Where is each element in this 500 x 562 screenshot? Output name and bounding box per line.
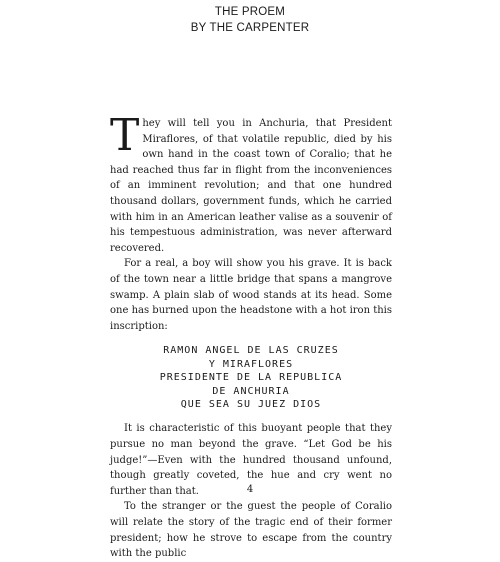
paragraph-1-text: hey will tell you in Anchuria, that President Miraflores, of that volatile republic, died by his own hand in the coast town of Coralio; that he had reached thus far in flight from the inconveniences of an imminent revolution; and that one hundred thousand dollars, government funds, which he carried with him in an American leather valise as a souvenir of his tempestuous administration, was never afterward recovered.	[110, 118, 392, 254]
inscription-line-4: DE ANCHURIA	[212, 385, 290, 397]
paragraph-3: It is characteristic of this buoyant people that they pursue no man beyond the grave. “Let God be his judge!”—Even with the hundred thousand unfound, though greatly coveted, the hue and cry went no further than that.	[110, 423, 392, 497]
inscription-line-2: Y MIRAFLORES	[208, 358, 294, 370]
inscription-line-3: PRESIDENTE DE LA REPUBLICA	[159, 372, 343, 384]
chapter-subtitle: BY THE CARPENTER	[190, 22, 310, 34]
paragraph-2: For a real, a boy will show you his grave. It is back of the town near a little bridge that spans a mangrove swamp. A plain slab of wood stands at its head. Some one has burned upon the headstone with a hot iron this inscription:	[110, 258, 392, 332]
inscription-line-5: QUE SEA SU JUEZ DIOS	[180, 398, 322, 410]
inscription-line-1: RAMON ANGEL DE LAS CRUZES	[163, 345, 339, 357]
page-number: 4	[246, 484, 254, 495]
chapter-title: THE PROEM	[214, 6, 286, 18]
drop-cap: T	[110, 110, 140, 161]
inscription	[110, 344, 392, 411]
paragraph-4: To the stranger or the guest the people of Coralio will relate the story of the tragic end of their former president; how he strove to escape from the country with the public	[110, 501, 392, 560]
paragraph-1	[110, 110, 392, 256]
